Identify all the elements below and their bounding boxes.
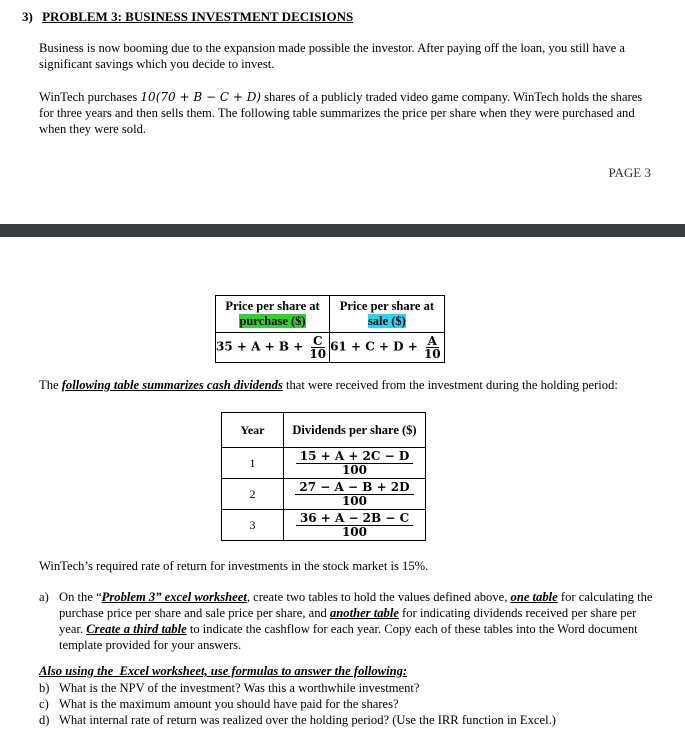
- purchase-price-expr: 35 + A + B +: [216, 339, 304, 354]
- sale-header: [330, 296, 445, 333]
- required-rate-text: WinTech’s required rate of return for investments in the stock market is 15%.: [39, 559, 429, 573]
- qa-text-1: On the “: [59, 590, 102, 604]
- problem-number: 3): [22, 9, 33, 24]
- dividend-intro-link: following table summarizes cash dividends: [61, 378, 283, 392]
- intro-paragraph: Business is now booming due to the expansion made possible the investor. After paying off the loan, you still have a significant savings which you decide to invest.: [39, 41, 625, 71]
- qa-text-4: for indicating dividends received per share per year.: [59, 606, 637, 636]
- question-label: d): [39, 713, 50, 727]
- problem-heading: PROBLEM 3: BUSINESS INVESTMENT DECISIONS: [42, 9, 354, 24]
- sale-price-fraction: [422, 335, 443, 360]
- qa-text-3: for calculating the purchase price per share and sale price per share, and: [59, 590, 653, 620]
- purchase-header: [216, 296, 330, 333]
- dividend-den: 100: [341, 494, 368, 508]
- dividend-cell: [284, 479, 426, 510]
- question-label: c): [39, 697, 49, 711]
- qa-worksheet-ref: Problem 3” excel worksheet: [101, 590, 247, 604]
- sale-price-expr: 61 + C + D +: [330, 339, 418, 354]
- purchase-fraction-den: 10: [309, 347, 327, 361]
- dividends-header: Dividends per share ($): [284, 413, 426, 448]
- question-text: What is the NPV of the investment? Was this a worthwhile investment?: [59, 681, 420, 695]
- dividend-intro-pre: The: [39, 378, 62, 392]
- year-cell: 3: [222, 510, 284, 541]
- question-label: b): [39, 681, 50, 695]
- dividend-cell: [284, 448, 426, 479]
- purchase-pre: WinTech purchases: [39, 90, 141, 104]
- purchase-paragraph: [39, 89, 659, 137]
- dividend-table: [221, 412, 426, 541]
- shares-expression: 10(70 + B − C + D): [140, 90, 261, 104]
- dividend-intro-post: that were received from the investment during the holding period:: [282, 378, 618, 392]
- question-a-text: [59, 589, 659, 653]
- page-number: PAGE 3: [608, 165, 651, 180]
- dividend-fraction: [295, 481, 413, 508]
- dividend-fraction: [296, 450, 414, 477]
- dividend-fraction: [296, 512, 413, 539]
- year-cell: 2: [222, 479, 284, 510]
- sale-price-cell: [330, 333, 445, 363]
- dividend-intro: [39, 378, 618, 393]
- purchase-price-fraction: [307, 335, 328, 360]
- sale-header-line1: Price per share at: [339, 299, 435, 313]
- qa-text-2: , create two tables to hold the values defined above,: [246, 590, 511, 604]
- page-divider: [0, 224, 685, 237]
- question-text: What internal rate of return was realized over the holding period? (Use the IRR function in Excel.): [59, 713, 556, 727]
- question-a-label: a): [39, 590, 49, 604]
- dividend-cell: [284, 510, 426, 541]
- qa-text-5: to indicate the cashflow for each year. Copy each of these tables into the Word document template provided for your answers.: [59, 622, 638, 652]
- problem-title: [22, 9, 353, 25]
- sale-fraction-den: 10: [423, 347, 441, 361]
- year-cell: 1: [222, 448, 284, 479]
- purchase-post: shares of a publicly traded video game company. WinTech holds the shares for three years and then sells them. The following table summarizes the price per share when they were purchased and when they were sold.: [39, 90, 643, 136]
- dividend-num: 36 + A − 2B − C: [296, 512, 413, 526]
- price-table: [215, 295, 445, 363]
- dividend-den: 100: [341, 525, 368, 539]
- year-header: Year: [222, 413, 284, 448]
- purchase-price-cell: [216, 333, 330, 363]
- sale-header-line2: sale ($): [367, 314, 406, 328]
- dividend-num: 27 − A − B + 2D: [295, 481, 413, 495]
- also-heading: Also using the Excel worksheet, use formulas to answer the following:: [39, 664, 408, 678]
- qa-another-table: another table: [329, 606, 399, 620]
- dividend-num: 15 + A + 2C − D: [296, 450, 414, 464]
- qa-third-table: Create a third table: [86, 622, 187, 636]
- purchase-fraction-num: C: [312, 334, 323, 348]
- purchase-header-line2: purchase ($): [239, 314, 306, 328]
- dividend-den: 100: [341, 463, 368, 477]
- sale-fraction-num: A: [427, 334, 437, 348]
- question-text: What is the maximum amount you should have paid for the shares?: [59, 697, 399, 711]
- purchase-header-line1: Price per share at: [225, 299, 320, 313]
- qa-one-table: one table: [510, 590, 558, 604]
